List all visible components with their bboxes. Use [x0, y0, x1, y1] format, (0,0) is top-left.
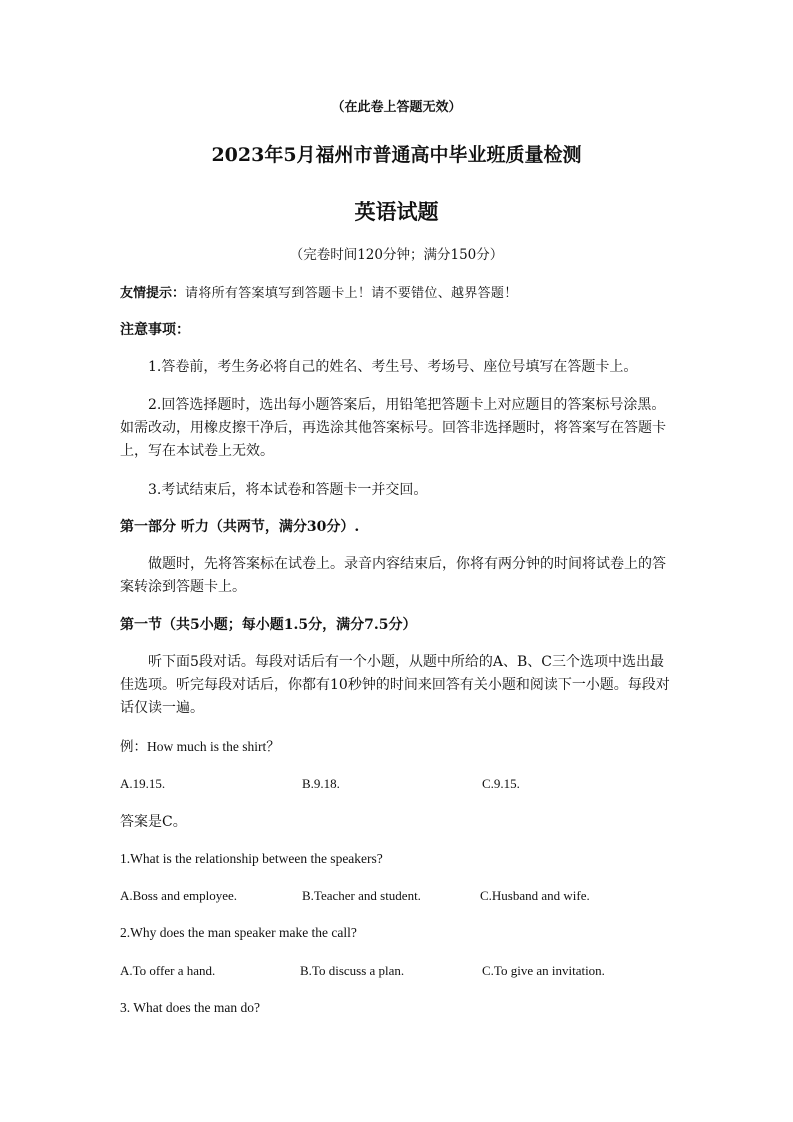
example-option-b: B.9.18. [302, 776, 340, 791]
question-2: 2.Why does the man speaker make the call? [120, 925, 357, 940]
hint-text: 请将所有答案填写到答题卡上！请不要错位、越界答题！ [185, 286, 518, 301]
question-2-option-b: B.To discuss a plan. [300, 963, 405, 978]
section1-heading: 第一节（共5小题；每小题1.5分，满分7.5分） [120, 617, 417, 633]
question-1-option-c: C.Husband and wife. [480, 888, 590, 903]
hint-label: 友情提示： [120, 286, 186, 301]
subject-title: 英语试题 [354, 199, 439, 224]
notes-heading: 注意事项： [120, 322, 190, 338]
question-2-option-c: C.To give an invitation. [482, 963, 605, 978]
example-option-c: C.9.15. [482, 776, 520, 791]
note-item-3: 3.考试结束后，将本试卷和答题卡一并交回。 [148, 482, 428, 498]
section1-instruction: 听下面5段对话。每段对话后有一个小题，从题中所给的A、B、C三个选项中选出最佳选项。听完每段对话后，你都有10秒钟的时间来回答有关小题和阅读下一小题。每段对话仅读一遍。 [120, 654, 670, 716]
question-1-option-a: A.Boss and employee. [120, 888, 237, 903]
example-question: 例：How much is the shirt？ [120, 739, 280, 754]
time-info: （完卷时间120分钟；满分150分） [289, 247, 504, 263]
note-item-2: 2.回答选择题时，选出每小题答案后，用铅笔把答题卡上对应题目的答案标号涂黑。如需改动，用橡皮擦干净后，再选涂其他答案标号。回答非选择题时，将答案写在答题卡上，写在本试卷上无效。 [120, 397, 666, 459]
friendly-hint [120, 283, 673, 304]
question-2-option-a: A.To offer a hand. [120, 963, 216, 978]
invalid-notice: （在此卷上答题无效） [331, 100, 462, 115]
part1-heading: 第一部分 听力（共两节，满分30分）. [120, 519, 360, 535]
note-item-1: 1.答卷前，考生务必将自己的姓名、考生号、考场号、座位号填写在答题卡上。 [148, 359, 638, 375]
question-1: 1.What is the relationship between the speakers? [120, 851, 383, 866]
question-3: 3. What does the man do? [120, 1000, 260, 1015]
example-option-a: A.19.15. [120, 776, 166, 791]
exam-title: 2023年5月福州市普通高中毕业班质量检测 [211, 144, 582, 166]
question-1-option-b: B.Teacher and student. [302, 888, 421, 903]
part1-instruction: 做题时，先将答案标在试卷上。录音内容结束后，你将有两分钟的时间将试卷上的答案转涂到答题卡上。 [120, 556, 666, 595]
example-answer: 答案是C。 [120, 814, 187, 830]
